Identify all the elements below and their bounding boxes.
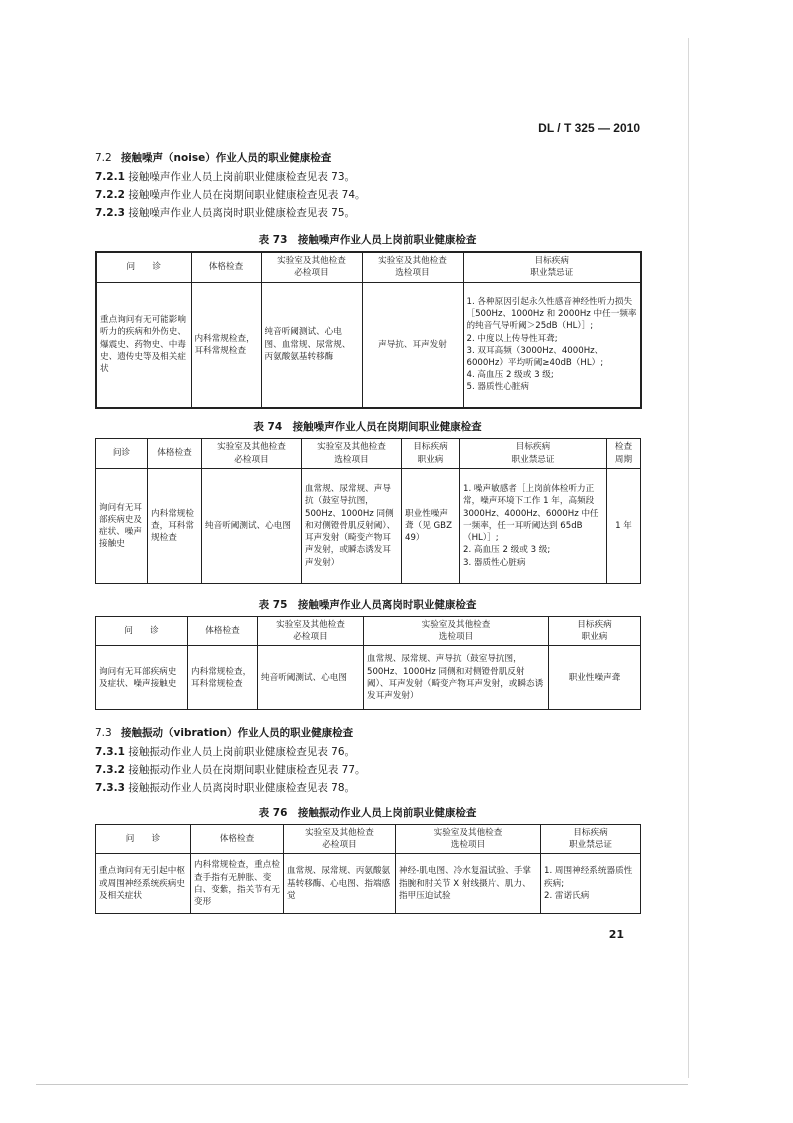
table-74 xyxy=(95,438,641,584)
table-73 xyxy=(95,251,642,409)
clause-text: 接触振动作业人员上岗前职业健康检查见表 76。 xyxy=(128,746,356,758)
clause-text: 接触噪声作业人员上岗前职业健康检查见表 73。 xyxy=(128,171,356,183)
table-cell: 纯音听阈测试、心电图 xyxy=(258,646,364,710)
table-cell: 纯音听阈测试、心电图、血常规、尿常规、丙氨酸氨基转移酶 xyxy=(261,282,362,408)
table-75 xyxy=(95,616,641,710)
clause-number: 7.3.1 xyxy=(95,746,125,758)
table-row xyxy=(96,469,641,584)
clause-732 xyxy=(95,762,366,777)
header-cell: 目标疾病 职业禁忌证 xyxy=(460,439,607,469)
table-row xyxy=(96,282,641,408)
table-cell: 血常规、尿常规、声导抗（鼓室导抗图，500Hz、1000Hz 同侧和对侧镫骨肌反射阈）、耳声发射（畸变产物耳声发射，或瞬态诱发耳声发射） xyxy=(364,646,549,710)
clause-722 xyxy=(95,187,366,202)
table-75-caption: 表 75 接触噪声作业人员离岗时职业健康检查 xyxy=(258,599,477,611)
header-cell: 目标疾病 职业禁忌证 xyxy=(541,825,641,854)
table-header-row xyxy=(96,825,641,854)
clause-number: 7.2.2 xyxy=(95,189,125,201)
header-cell: 问 诊 xyxy=(96,617,188,646)
table-cell: 职业性噪声聋（见 GBZ 49） xyxy=(402,469,460,584)
header-cell: 体格检查 xyxy=(188,617,258,646)
clause-number: 7.3.2 xyxy=(95,764,125,776)
table-header-row xyxy=(96,252,641,282)
header-cell: 目标疾病 职业禁忌证 xyxy=(463,252,641,282)
table-cell: 血常规、尿常规、丙氨酸氨基转移酶、心电图、指端感觉 xyxy=(284,854,396,914)
table-header-row xyxy=(96,617,641,646)
table-cell: 重点询问有无引起中枢或周围神经系统疾病史及相关症状 xyxy=(96,854,191,914)
table-cell: 血常规、尿常规、声导抗（鼓室导抗图，500Hz、1000Hz 同侧和对侧镫骨肌反射阈）、耳声发射（畸变产物耳声发射，或瞬态诱发耳声发射） xyxy=(302,469,402,584)
scan-edge-line xyxy=(688,38,689,1078)
clause-text: 接触振动作业人员在岗期间职业健康检查见表 77。 xyxy=(128,764,366,776)
clause-number: 7.2.1 xyxy=(95,171,125,183)
header-cell: 问 诊 xyxy=(96,825,191,854)
header-cell: 目标疾病 职业病 xyxy=(549,617,641,646)
header-cell: 检查 周期 xyxy=(607,439,641,469)
table-cell: 声导抗、耳声发射 xyxy=(362,282,463,408)
table-row xyxy=(96,854,641,914)
header-cell: 实验室及其他检查 选检项目 xyxy=(364,617,549,646)
clause-723 xyxy=(95,205,355,220)
header-cell: 实验室及其他检查 必检项目 xyxy=(258,617,364,646)
section-73-title xyxy=(95,725,353,740)
table-cell: 询问有无耳部疾病史及症状、噪声接触史 xyxy=(96,469,148,584)
clause-number: 7.2.3 xyxy=(95,207,125,219)
table-cell: 重点询问有无可能影响听力的疾病和外伤史、爆震史、药物史、中毒史、遗传史等及相关症状 xyxy=(96,282,191,408)
clause-733 xyxy=(95,780,355,795)
header-cell: 实验室及其他检查 选检项目 xyxy=(302,439,402,469)
header-cell: 实验室及其他检查 必检项目 xyxy=(284,825,396,854)
section-number: 7.2 xyxy=(95,152,112,164)
table-cell: 内科常规检查，耳科常规检查 xyxy=(188,646,258,710)
table-cell: 询问有无耳部疾病史及症状、噪声接触史 xyxy=(96,646,188,710)
clause-731 xyxy=(95,744,355,759)
header-cell: 目标疾病 职业病 xyxy=(402,439,460,469)
table-header-row xyxy=(96,439,641,469)
table-cell: 纯音听阈测试、心电图 xyxy=(202,469,302,584)
header-cell: 体格检查 xyxy=(191,825,284,854)
clause-text: 接触噪声作业人员离岗时职业健康检查见表 75。 xyxy=(128,207,356,219)
table-cell: 职业性噪声聋 xyxy=(549,646,641,710)
header-cell: 问诊 xyxy=(96,439,148,469)
page-number: 21 xyxy=(608,928,624,941)
table-cell: 神经-肌电图、冷水复温试验、手掌指腕和肘关节 X 射线摄片、肌力、指甲压迫试验 xyxy=(396,854,541,914)
table-76-caption: 表 76 接触振动作业人员上岗前职业健康检查 xyxy=(258,807,477,819)
clause-721 xyxy=(95,169,355,184)
header-cell: 实验室及其他检查 必检项目 xyxy=(261,252,362,282)
table-74-caption: 表 74 接触噪声作业人员在岗期间职业健康检查 xyxy=(253,421,482,433)
header-cell: 实验室及其他检查 选检项目 xyxy=(362,252,463,282)
header-cell: 实验室及其他检查 选检项目 xyxy=(396,825,541,854)
standard-code: DL / T 325 — 2010 xyxy=(538,121,640,135)
table-row xyxy=(96,646,641,710)
section-title-text: 接触噪声（noise）作业人员的职业健康检查 xyxy=(121,152,332,164)
table-cell: 1. 噪声敏感者［上岗前体检听力正常，噪声环境下工作 1 年，高频段 3000Hz、4000Hz、6000Hz 中任一频率，任一耳听阈达到 65dB（HL）］; 2. 高血压 2 级或 3 级; 3. 器质性心脏病 xyxy=(460,469,607,584)
table-76 xyxy=(95,824,641,914)
table-cell: 1 年 xyxy=(607,469,641,584)
clause-text: 接触振动作业人员离岗时职业健康检查见表 78。 xyxy=(128,782,356,794)
table-cell: 1. 各种原因引起永久性感音神经性听力损失［500Hz、1000Hz 和 2000Hz 中任一频率的纯音气导听阈＞25dB（HL）］; 2. 中度以上传导性耳聋; 3. 双耳高频（3000Hz、4000Hz、6000Hz）平均听阈≥40dB（HL）; 4. 高血压 2 级或 3 级; 5. 器质性心脏病 xyxy=(463,282,641,408)
header-cell: 问 诊 xyxy=(96,252,191,282)
header-cell: 体格检查 xyxy=(191,252,261,282)
table-cell: 内科常规检查，重点检查手指有无肿胀、变白、变紫，指关节有无变形 xyxy=(191,854,284,914)
scan-bottom-line xyxy=(36,1084,688,1085)
header-cell: 体格检查 xyxy=(148,439,202,469)
section-72-title xyxy=(95,150,331,165)
section-title-text: 接触振动（vibration）作业人员的职业健康检查 xyxy=(121,727,354,739)
table-cell: 内科常规检查，耳科常规检查 xyxy=(148,469,202,584)
table-cell: 1. 周围神经系统器质性疾病; 2. 雷诺氏病 xyxy=(541,854,641,914)
header-cell: 实验室及其他检查 必检项目 xyxy=(202,439,302,469)
clause-number: 7.3.3 xyxy=(95,782,125,794)
section-number: 7.3 xyxy=(95,727,112,739)
table-cell: 内科常规检查，耳科常规检查 xyxy=(191,282,261,408)
table-73-caption: 表 73 接触噪声作业人员上岗前职业健康检查 xyxy=(258,234,477,246)
clause-text: 接触噪声作业人员在岗期间职业健康检查见表 74。 xyxy=(128,189,366,201)
